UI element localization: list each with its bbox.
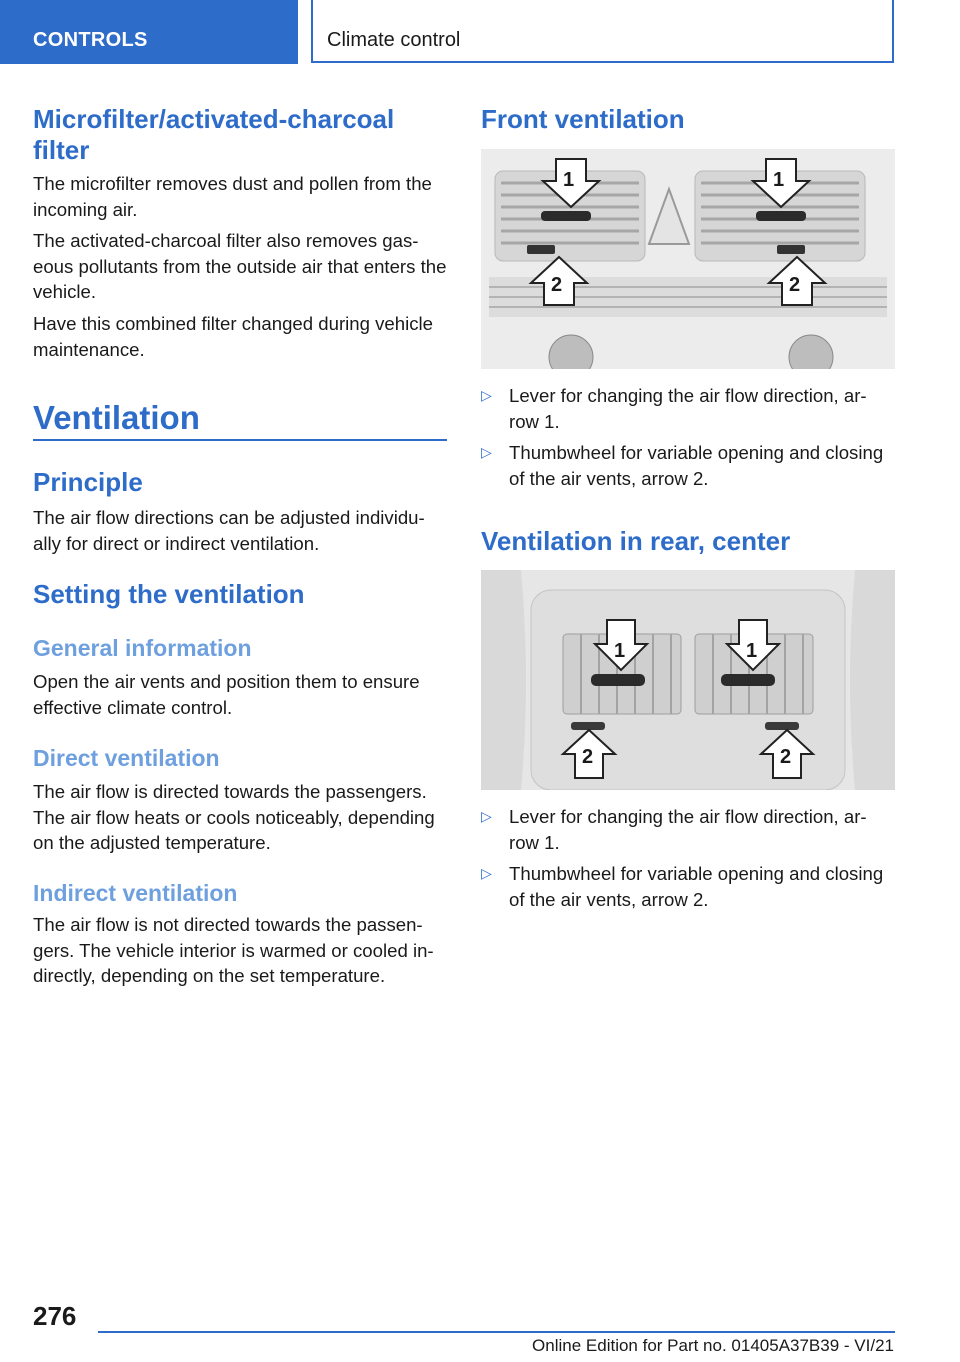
chapter-label: Climate control	[327, 29, 461, 51]
general-paragraph: Open the air vents and position them to ensure effective climate control.	[33, 671, 420, 718]
front-vent-figure	[481, 149, 895, 369]
filter-paragraph-2: The activated-charcoal filter also removes gas-eous pollutants from the outside air that enters the vehicle.	[33, 230, 447, 302]
rear-arrow-label-2b: 2	[780, 746, 792, 768]
ventilation-heading: Ventilation	[33, 399, 200, 436]
front-ventilation-heading: Front ventilation	[481, 104, 685, 134]
bullet-triangle-icon: ▷	[481, 387, 492, 403]
front-arrow-label-1a: 1	[563, 169, 575, 191]
bullet-triangle-icon: ▷	[481, 808, 492, 824]
direct-paragraph: The air flow is directed towards the passengers. The air flow heats or cools noticeably, depending on the adjusted temperature.	[33, 781, 435, 853]
section-tab	[0, 0, 298, 64]
filter-paragraph-3: Have this combined filter changed during vehicle maintenance.	[33, 313, 433, 360]
filter-heading: Microfilter/activated-charcoal filter	[33, 104, 395, 165]
footer-rule	[98, 1331, 895, 1333]
direct-heading: Direct ventilation	[33, 745, 220, 771]
bullet-triangle-icon: ▷	[481, 865, 492, 881]
front-bullet-2-text: Thumbwheel for variable opening and closing of the air vents, arrow 2.	[509, 442, 884, 489]
principle-heading: Principle	[33, 467, 143, 497]
chapter-header	[311, 0, 894, 63]
rear-bullet-1-text: Lever for changing the air flow direction, ar-row 1.	[509, 806, 867, 853]
setting-heading: Setting the ventilation	[33, 579, 305, 609]
front-arrow-label-2a: 2	[551, 274, 563, 296]
front-arrow-label-1b: 1	[773, 169, 785, 191]
front-bullet-1-text: Lever for changing the air flow direction, ar-row 1.	[509, 385, 867, 432]
ventilation-rule	[33, 439, 447, 441]
section-label: CONTROLS	[33, 29, 148, 51]
rear-arrow-label-1b: 1	[746, 640, 758, 662]
filter-paragraph-1: The microfilter removes dust and pollen from the incoming air.	[33, 173, 432, 220]
rear-vent-figure	[481, 570, 895, 790]
rear-arrow-label-1a: 1	[614, 640, 626, 662]
bullet-triangle-icon: ▷	[481, 444, 492, 460]
rear-arrow-label-2a: 2	[582, 746, 594, 768]
principle-paragraph: The air flow directions can be adjusted individu-ally for direct or indirect ventilation.	[33, 507, 425, 554]
indirect-paragraph: The air flow is not directed towards the passen-gers. The vehicle interior is warmed or cooled in-directly, depending on the set temperature.	[33, 914, 434, 986]
front-arrow-label-2b: 2	[789, 274, 801, 296]
general-heading: General information	[33, 635, 252, 661]
rear-bullet-2-text: Thumbwheel for variable opening and closing of the air vents, arrow 2.	[509, 863, 884, 910]
edition-text: Online Edition for Part no. 01405A37B39 - VI/21	[532, 1336, 894, 1355]
indirect-heading: Indirect ventilation	[33, 880, 238, 906]
rear-ventilation-heading: Ventilation in rear, center	[481, 526, 791, 556]
page-number: 276	[33, 1301, 77, 1331]
